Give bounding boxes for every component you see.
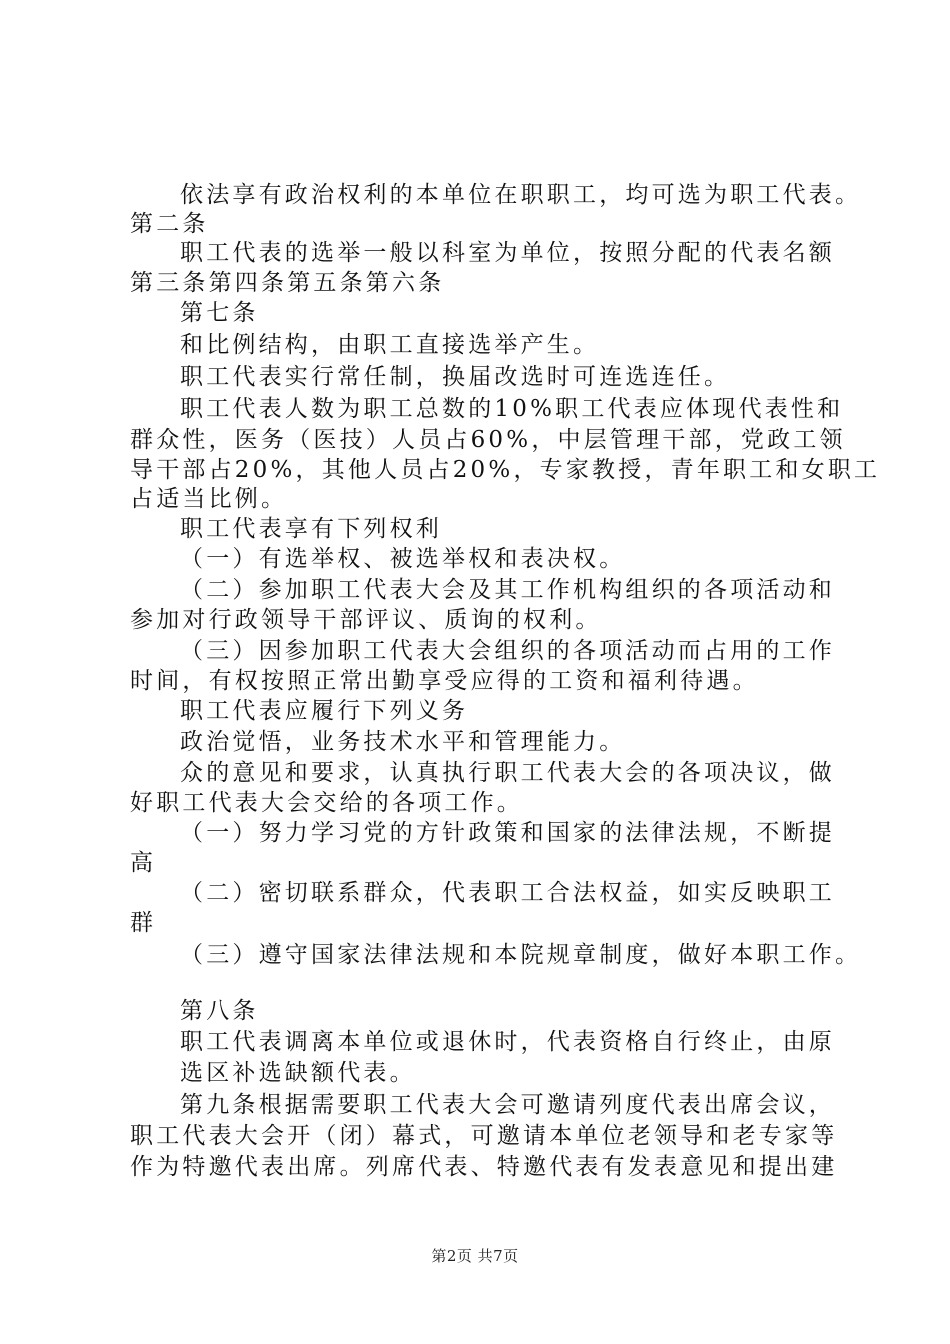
text-line: 占适当比例。 bbox=[130, 486, 288, 512]
text-line: 职工代表大会开（闭）幕式，可邀请本单位老领导和老专家等 bbox=[130, 1123, 838, 1149]
text-line: 依法享有政治权利的本单位在职职工，均可选为职工代表。 bbox=[180, 182, 862, 208]
text-line: （三）因参加职工代表大会组织的各项活动而占用的工作 bbox=[180, 638, 835, 664]
text-line: 职工代表的选举一般以科室为单位，按照分配的代表名额 bbox=[180, 240, 835, 266]
text-line: （一）有选举权、被选举权和表决权。 bbox=[180, 546, 626, 572]
text-line: 高 bbox=[130, 850, 157, 876]
text-line: 第二条 bbox=[130, 211, 209, 237]
text-line: 和比例结构，由职工直接选举产生。 bbox=[180, 332, 600, 358]
text-line: （一）努力学习党的方针政策和国家的法律法规，不断提 bbox=[180, 820, 835, 846]
text-line: 好职工代表大会交给的各项工作。 bbox=[130, 790, 523, 816]
text-line: 群众性，医务（医技）人员占60%，中层管理干部，党政工领 bbox=[130, 427, 846, 453]
text-line: （二）密切联系群众，代表职工合法权益，如实反映职工 bbox=[180, 880, 835, 906]
text-line: （二）参加职工代表大会及其工作机构组织的各项活动和 bbox=[180, 577, 835, 603]
text-line: 群 bbox=[130, 910, 157, 936]
text-line: 职工代表应履行下列义务 bbox=[180, 698, 469, 724]
page-number: 第2页 共7页 bbox=[431, 1247, 519, 1265]
text-line: 职工代表调离本单位或退休时，代表资格自行终止，由原 bbox=[180, 1029, 835, 1055]
text-line: 第九条根据需要职工代表大会可邀请列度代表出席会议， bbox=[180, 1092, 835, 1118]
text-line: 第八条 bbox=[180, 998, 259, 1024]
text-line: 众的意见和要求，认真执行职工代表大会的各项决议，做 bbox=[180, 760, 835, 786]
text-line: 参加对行政领导干部评议、质询的权利。 bbox=[130, 607, 602, 633]
text-line: 职工代表实行常任制，换届改选时可连选连任。 bbox=[180, 364, 731, 390]
text-line: 选区补选缺额代表。 bbox=[180, 1060, 416, 1086]
text-line: 时间，有权按照正常出勤享受应得的工资和福利待遇。 bbox=[130, 668, 759, 694]
text-line: 作为特邀代表出席。列席代表、特邀代表有发表意见和提出建 bbox=[130, 1154, 838, 1180]
text-line: 第七条 bbox=[180, 300, 259, 326]
text-line: 第三条第四条第五条第六条 bbox=[130, 270, 445, 296]
text-line: 职工代表人数为职工总数的10%职工代表应体现代表性和 bbox=[180, 396, 844, 422]
text-line: 导干部占20%，其他人员占20%，专家教授，青年职工和女职工 bbox=[130, 457, 881, 483]
text-line: 政治觉悟，业务技术水平和管理能力。 bbox=[180, 729, 626, 755]
text-line: （三）遵守国家法律法规和本院规章制度，做好本职工作。 bbox=[180, 942, 862, 968]
text-line: 职工代表享有下列权利 bbox=[180, 516, 442, 542]
